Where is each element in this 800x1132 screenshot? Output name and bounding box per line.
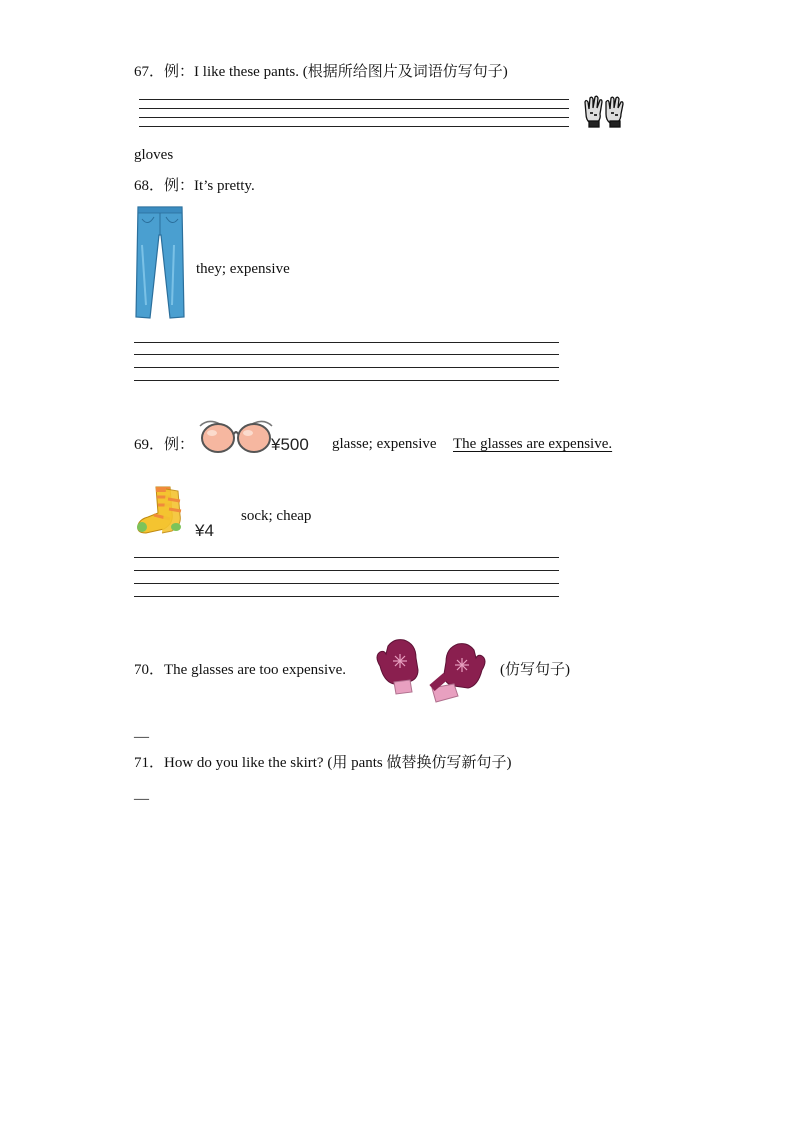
q67-number: 67． bbox=[134, 64, 165, 80]
q71-number: 71． bbox=[134, 755, 165, 771]
jeans-icon bbox=[134, 205, 186, 320]
q68-answer-line-3[interactable] bbox=[134, 367, 559, 368]
q68-prompt bbox=[134, 177, 255, 195]
q67-answer-line-3[interactable] bbox=[139, 117, 569, 118]
q67-example-label: 例： bbox=[164, 64, 195, 80]
q70-text: The glasses are too expensive. bbox=[164, 662, 347, 678]
gloves-icon bbox=[582, 94, 626, 130]
q67-text: I like these pants. (根据所给图片及词语仿写句子) bbox=[194, 64, 508, 80]
q71-answer-blank[interactable]: — bbox=[134, 791, 149, 807]
q69-answer-line-4[interactable] bbox=[134, 596, 559, 597]
q70-prompt bbox=[134, 661, 346, 679]
q67-answer-line-1[interactable] bbox=[139, 99, 569, 100]
q71-prompt bbox=[134, 754, 511, 772]
q69-example-label: 例： bbox=[164, 437, 195, 453]
q69-number: 69． bbox=[134, 437, 165, 453]
q69-prompt bbox=[134, 436, 194, 454]
q70-answer-blank[interactable]: — bbox=[134, 729, 149, 745]
mittens-icon bbox=[372, 636, 490, 704]
q68-example-label: 例： bbox=[164, 178, 195, 194]
q69-example-answer: The glasses are expensive. bbox=[453, 436, 613, 452]
q67-answer-line-4[interactable] bbox=[139, 126, 569, 127]
q70-number: 70． bbox=[134, 662, 165, 678]
q68-answer-line-4[interactable] bbox=[134, 380, 559, 381]
q69-answer-line-2[interactable] bbox=[134, 570, 559, 571]
q67-word: gloves bbox=[134, 147, 174, 163]
q70-hint: (仿写句子) bbox=[500, 662, 570, 678]
q68-answer-line-2[interactable] bbox=[134, 354, 559, 355]
socks-icon bbox=[134, 485, 186, 535]
q67-prompt bbox=[134, 63, 508, 81]
q69-example-price: ¥500 bbox=[271, 435, 309, 454]
glasses-icon bbox=[198, 416, 274, 458]
q68-words: they; expensive bbox=[196, 261, 290, 277]
q69-task-words: sock; cheap bbox=[241, 508, 312, 524]
q68-number: 68． bbox=[134, 178, 165, 194]
q69-task-price: ¥4 bbox=[195, 521, 214, 540]
q68-text: It’s pretty. bbox=[194, 178, 255, 194]
q71-text: How do you like the skirt? (用 pants 做替换仿写新句子) bbox=[164, 755, 512, 771]
q69-answer-line-1[interactable] bbox=[134, 557, 559, 558]
q69-answer-line-3[interactable] bbox=[134, 583, 559, 584]
q69-example-words: glasse; expensive bbox=[332, 436, 437, 452]
q68-answer-line-1[interactable] bbox=[134, 342, 559, 343]
q67-answer-line-2[interactable] bbox=[139, 108, 569, 109]
